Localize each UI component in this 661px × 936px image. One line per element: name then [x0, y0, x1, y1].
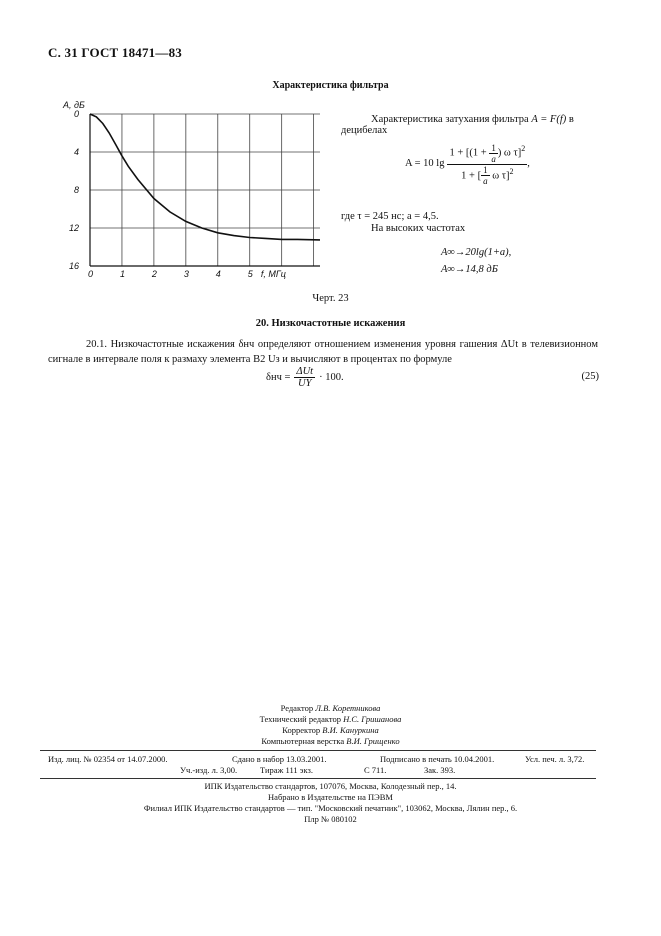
pub-signed: Подписано в печать 10.04.2001.	[380, 754, 495, 764]
pub-order: Зак. 393.	[424, 765, 456, 775]
paragraph-20-1: 20.1. Низкочастотные искажения δнч определяют отношением изменения уровня гашения ΔUt в телевизионном сигнале в интервале поля к размаху элемента В2 Uз и вычисляют в процентах по формуле	[48, 339, 598, 365]
page-header: С. 31 ГОСТ 18471—83	[48, 45, 182, 60]
x-tick-label: 1	[119, 269, 125, 279]
formula-25: δнч = $\frac{\text{ΔUt}}{UY}$ · 100.	[266, 366, 344, 389]
section-title: 20. Низкочастотные искажения	[255, 318, 406, 329]
pub-submitted: Сдано в набор 13.03.2001.	[232, 754, 327, 764]
y-tick-label: 12	[68, 223, 79, 233]
pub-license: Изд. лиц. № 02354 от 14.07.2000.	[48, 754, 168, 764]
high-freq-label: На высоких частотах	[371, 223, 466, 234]
x-tick-label: 3	[183, 269, 189, 279]
chart-grid	[90, 114, 320, 266]
x-tick-label: 2	[151, 269, 157, 279]
chart-title: Характеристика фильтра	[272, 80, 389, 91]
filter-params: где τ = 245 нс; a = 4,5.	[341, 211, 439, 222]
x-tick-label: 5	[247, 269, 253, 279]
figure-caption: Черт. 23	[312, 293, 349, 304]
attenuation-curve	[90, 114, 320, 240]
publisher-footer: ИПК Издательство стандартов, 107076, Москва, Колодезный пер., 14. Набрано в Издательстве на ПЭВМ Филиал ИПК Издательство стандартов — тип. "Московский печатник", 103062, Москва, Лялин пер., 6. Плр № 080102	[143, 781, 518, 824]
filter-description: Характеристика затухания фильтра A = F(f) в	[371, 114, 574, 125]
y-axis-label: A, дБ	[63, 100, 85, 110]
y-tick-label: 8	[73, 185, 79, 195]
pub-print-sheets: Усл. печ. л. 3,72.	[525, 754, 585, 764]
limit-formula-2: A∞→14,8 дБ	[441, 264, 498, 275]
pub-pub-sheets: Уч.-изд. л. 3,00.	[180, 765, 238, 775]
x-tick-label: 0	[88, 269, 94, 279]
divider-bottom	[40, 778, 596, 779]
y-tick-label: 16	[68, 261, 79, 271]
y-tick-label: 4	[73, 147, 79, 157]
pub-c: С 711.	[364, 765, 387, 775]
x-tick-label: 4	[215, 269, 221, 279]
credits-block: Редактор Л.В. Коретникова Технический редактор Н.С. Гришанова Корректор В.И. Кануркина Компьютерная верстка В.И. Грищенко	[259, 703, 402, 746]
filter-formula: A = 10 lg 1 + [(1 + $\frac{1}{a}$ ) ω τ]$^2$ 1 + [ $\frac{1}{a}$ ω τ]$^2$ ,	[405, 142, 530, 187]
x-axis-label: f, МГц	[260, 269, 286, 279]
divider-top	[40, 750, 596, 751]
description-line2: децибелах	[341, 125, 388, 136]
pub-run: Тираж 111 экз.	[260, 765, 313, 775]
filter-chart	[60, 96, 330, 286]
y-tick-label: 0	[73, 109, 79, 119]
chart-ticks	[62, 100, 286, 279]
limit-formula-1: A∞→20lg(1+a),	[441, 247, 512, 258]
equation-number: (25)	[581, 371, 599, 382]
